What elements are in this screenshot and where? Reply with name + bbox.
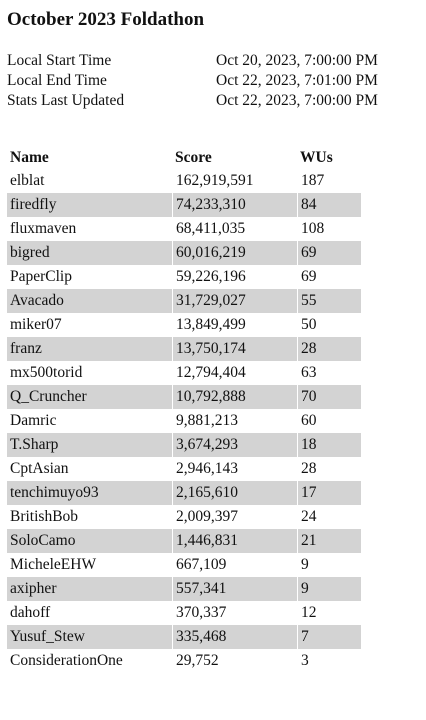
- table-row: [7, 433, 361, 457]
- cell-wus: 17: [297, 481, 361, 505]
- cell-name: Q_Cruncher: [7, 385, 172, 409]
- column-header-name: Name: [10, 149, 49, 166]
- cell-score: 667,109: [172, 553, 297, 577]
- table-row: [7, 553, 361, 577]
- info-row-end-time: [7, 71, 378, 91]
- page-title: October 2023 Foldathon: [7, 9, 205, 30]
- cell-wus: 3: [297, 649, 361, 673]
- cell-score: 2,009,397: [172, 505, 297, 529]
- table-row: [7, 361, 361, 385]
- table-row: [7, 409, 361, 433]
- cell-score: 29,752: [172, 649, 297, 673]
- cell-name: bigred: [7, 241, 172, 265]
- cell-name: mx500torid: [10, 364, 83, 381]
- table-row: [7, 529, 361, 553]
- cell-score: 13,750,174: [172, 337, 297, 361]
- cell-wus: 7: [297, 625, 361, 649]
- column-header-score: Score: [175, 149, 212, 166]
- info-row-start-time: [7, 51, 378, 71]
- cell-score: 60,016,219: [172, 241, 297, 265]
- table-row: [7, 193, 361, 217]
- info-label: Local End Time: [7, 72, 107, 89]
- cell-name: tenchimuyo93: [7, 481, 172, 505]
- cell-score: 1,446,831: [172, 529, 297, 553]
- info-row-last-updated: [7, 91, 378, 111]
- cell-name: dahoff: [10, 604, 51, 621]
- cell-wus: 9: [297, 577, 361, 601]
- cell-score: 12,794,404: [172, 361, 297, 385]
- cell-wus: 50: [297, 313, 361, 337]
- cell-wus: 84: [297, 193, 361, 217]
- cell-score: 68,411,035: [172, 217, 297, 241]
- cell-name: Avacado: [7, 289, 172, 313]
- table-row: [7, 505, 361, 529]
- cell-name: CptAsian: [10, 460, 69, 477]
- cell-name: T.Sharp: [7, 433, 172, 457]
- table-row: [7, 481, 361, 505]
- cell-score: 10,792,888: [172, 385, 297, 409]
- table-row: [7, 385, 361, 409]
- cell-wus: 69: [297, 241, 361, 265]
- cell-score: 335,468: [172, 625, 297, 649]
- cell-score: 31,729,027: [172, 289, 297, 313]
- cell-score: 2,946,143: [172, 457, 297, 481]
- table-row: [7, 601, 361, 625]
- cell-wus: 70: [297, 385, 361, 409]
- cell-score: 162,919,591: [172, 169, 297, 193]
- cell-name: MicheleEHW: [10, 556, 97, 573]
- cell-wus: 69: [297, 265, 361, 289]
- leaderboard-table: [7, 147, 361, 673]
- info-label: Stats Last Updated: [7, 92, 125, 109]
- table-row: [7, 577, 361, 601]
- cell-name: fluxmaven: [10, 220, 77, 237]
- cell-name: axipher: [7, 577, 172, 601]
- cell-name: BritishBob: [10, 508, 79, 525]
- cell-score: 2,165,610: [172, 481, 297, 505]
- cell-wus: 28: [297, 457, 361, 481]
- table-row: [7, 457, 361, 481]
- info-label: Local Start Time: [7, 52, 112, 69]
- cell-name: firedfly: [7, 193, 172, 217]
- cell-wus: 28: [297, 337, 361, 361]
- leaderboard-body: [7, 169, 361, 673]
- cell-score: 13,849,499: [172, 313, 297, 337]
- table-row: [7, 649, 361, 673]
- cell-score: 3,674,293: [172, 433, 297, 457]
- cell-wus: 9: [297, 553, 361, 577]
- cell-wus: 12: [297, 601, 361, 625]
- cell-wus: 187: [297, 169, 361, 193]
- table-row: [7, 265, 361, 289]
- table-row: [7, 217, 361, 241]
- table-row: [7, 169, 361, 193]
- table-row: [7, 313, 361, 337]
- cell-wus: 18: [297, 433, 361, 457]
- cell-name: ConsiderationOne: [10, 652, 123, 669]
- cell-name: elblat: [10, 172, 45, 189]
- cell-name: PaperClip: [10, 268, 72, 285]
- cell-name: SoloCamo: [7, 529, 172, 553]
- cell-name: miker07: [10, 316, 62, 333]
- cell-wus: 24: [297, 505, 361, 529]
- cell-score: 74,233,310: [172, 193, 297, 217]
- cell-name: Yusuf_Stew: [7, 625, 172, 649]
- cell-wus: 21: [297, 529, 361, 553]
- cell-score: 370,337: [172, 601, 297, 625]
- cell-score: 9,881,213: [172, 409, 297, 433]
- cell-wus: 55: [297, 289, 361, 313]
- cell-wus: 60: [297, 409, 361, 433]
- event-info-table: [7, 51, 378, 111]
- leaderboard-header-row: [7, 147, 361, 169]
- cell-name: franz: [7, 337, 172, 361]
- cell-wus: 108: [297, 217, 361, 241]
- info-value: Oct 22, 2023, 7:00:00 PM: [216, 92, 378, 109]
- column-header-wus: WUs: [300, 149, 333, 166]
- cell-score: 557,341: [172, 577, 297, 601]
- cell-name: Damric: [10, 412, 57, 429]
- cell-wus: 63: [297, 361, 361, 385]
- table-row: [7, 625, 361, 649]
- table-row: [7, 337, 361, 361]
- cell-score: 59,226,196: [172, 265, 297, 289]
- info-value: Oct 20, 2023, 7:00:00 PM: [216, 52, 378, 69]
- table-row: [7, 289, 361, 313]
- info-value: Oct 22, 2023, 7:01:00 PM: [216, 72, 378, 89]
- table-row: [7, 241, 361, 265]
